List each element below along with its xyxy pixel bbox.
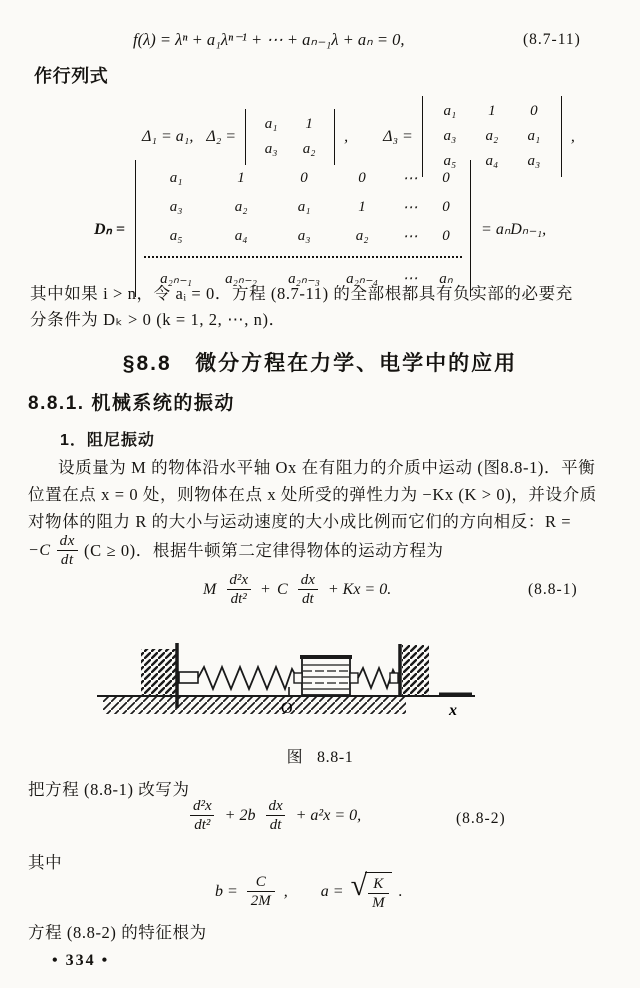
square-root: [350, 869, 392, 912]
x-axis-label: x: [449, 702, 457, 719]
paragraph-line-4-text: (C ≥ 0)．根据牛顿第二定律得物体的运动方程为: [84, 540, 444, 560]
matrix-cell: a₁: [264, 115, 278, 132]
comma-separator: ,: [283, 882, 288, 900]
fraction-denominator: dt: [298, 589, 318, 608]
delta-1: Δ₁ = a₁,: [142, 127, 194, 145]
inline-fraction-dx-dt: [56, 533, 79, 569]
matrix-cell: 0: [442, 170, 450, 186]
equation-tail: + Kx = 0.: [327, 580, 392, 598]
left-connector: [179, 672, 198, 683]
fraction-denominator: dt²: [190, 815, 214, 834]
spring-mass-figure: [95, 638, 495, 742]
right-connector: [390, 673, 398, 683]
fraction-denominator: 2M: [247, 891, 275, 910]
roots-intro-text: 方程 (8.8-2) 的特征根为: [28, 923, 207, 942]
plus-operator: +: [260, 580, 271, 598]
mass-symbol: M: [203, 580, 217, 598]
a-definition-lhs: a =: [320, 882, 344, 900]
matrix-cell: a₄: [234, 228, 248, 244]
fraction-denominator: dt: [266, 815, 286, 834]
matrix-cell: ⋯: [402, 229, 418, 245]
matrix-cell: 1: [488, 103, 496, 119]
matrix-ellipsis-row: [144, 256, 462, 258]
origin-label: O: [281, 700, 293, 717]
radicand: [365, 872, 392, 912]
among-text: 其中: [28, 853, 63, 872]
rewrite-text: 把方程 (8.8-1) 改写为: [28, 780, 190, 799]
matrix-cell: a₂ₙ₋₁: [160, 271, 192, 287]
damping-symbol: C: [277, 580, 288, 598]
matrix-cell: 1: [358, 199, 366, 215]
section-title: 微分方程在力学、电学中的应用: [195, 352, 518, 375]
matrix-cell: a₂ₙ₋₂: [225, 271, 257, 287]
section-number: §8.8: [122, 352, 172, 375]
matrix-cell: 1: [237, 170, 245, 186]
matrix-cell: a₁: [297, 199, 311, 215]
equation-middle: + 2b: [224, 806, 256, 824]
matrix-cell: a₃: [443, 128, 457, 144]
page-number: • 334 •: [52, 952, 110, 969]
delta-3-comma: ,: [570, 127, 575, 145]
fraction-numerator: dx: [300, 572, 315, 588]
paragraph-line-4: [28, 533, 444, 569]
matrix-cell: 0: [442, 199, 450, 215]
delta-2-comma: ,: [344, 127, 349, 145]
characteristic-equation: f(λ) = λⁿ + a₁λⁿ⁻¹ + ⋯ + aₙ₋₁λ + aₙ = 0,: [133, 30, 405, 49]
fraction-numerator: d²x: [229, 572, 248, 588]
equation-of-motion: [203, 572, 391, 608]
fraction-numerator: dx: [268, 798, 283, 814]
matrix-cell: a₁: [443, 103, 457, 119]
note-line-1: 其中如果 i > n，令 aᵢ = 0．方程 (8.7-11) 的全部根都具有负实部的必要充: [30, 284, 573, 303]
paragraph-line-1: 设质量为 M 的物体沿水平轴 Ox 在有阻力的介质中运动 (图8.8-1)．平衡: [58, 458, 596, 477]
matrix-cell: a₅: [169, 228, 183, 244]
matrix-cell: 0: [300, 170, 308, 186]
matrix-cell: a₂ₙ₋₄: [346, 271, 378, 287]
dn-determinant-row: [94, 160, 546, 297]
right-wall-hatch: [402, 645, 429, 695]
note-line-2: 分条件为 Dₖ > 0 (k = 1, 2, ⋯, n)．: [30, 310, 286, 329]
fraction-numerator: d²x: [193, 798, 212, 814]
matrix-cell: a₁: [527, 128, 541, 144]
fraction-numerator: C: [255, 874, 266, 890]
left-wall-hatch: [141, 649, 176, 697]
fraction-numerator: K: [373, 876, 384, 892]
dn-determinant: [135, 160, 471, 297]
figure-caption: 图 8.8-1: [286, 749, 354, 766]
matrix-cell: ⋯: [402, 171, 418, 187]
matrix-cell: a₃: [169, 199, 183, 215]
matrix-cell: a₅: [443, 153, 457, 169]
section-heading: [0, 347, 640, 377]
b-definition-lhs: b =: [215, 882, 238, 900]
fraction-d2x-dt2: [225, 572, 252, 608]
matrix-cell: a₃: [527, 153, 541, 169]
rewritten-equation: [187, 798, 361, 834]
period: .: [398, 882, 403, 900]
delta-2-label: Δ₂ =: [206, 127, 237, 145]
matrix-cell: 0: [530, 103, 538, 119]
delta-3-label: Δ₃ =: [383, 127, 413, 145]
matrix-cell: 0: [442, 228, 450, 244]
paragraph-line-3: 对物体的阻力 R 的大小与运动速度的大小成比例而它们的方向相反：R =: [28, 512, 572, 531]
ground-hatch: [103, 697, 406, 714]
matrix-cell: a₃: [264, 140, 278, 157]
fraction-c-2m: [247, 874, 275, 910]
fraction-denominator: dt²: [227, 589, 251, 608]
matrix-cell: a₂: [234, 199, 248, 215]
fraction-d2x-dt2: [189, 798, 216, 834]
fraction-k-m: [368, 876, 389, 912]
paragraph-line-2: 位置在点 x = 0 处，则物体在点 x 处所受的弹性力为 −Kx (K > 0)，并设介质: [28, 485, 597, 504]
resistance-coefficient: −C: [28, 541, 51, 559]
matrix-cell: ⋯: [402, 200, 418, 216]
item-heading: 1．阻尼振动: [60, 432, 155, 449]
block-left-nub: [294, 673, 302, 683]
heading-gap: [172, 352, 196, 375]
subsection-heading: 8.8.1. 机械系统的振动: [28, 393, 235, 414]
matrix-cell: a₂ₙ₋₃: [288, 271, 320, 287]
matrix-cell: a₄: [485, 153, 499, 169]
constants-definition: [215, 869, 403, 912]
delta-2-determinant: [245, 109, 335, 165]
radical-sign: √: [350, 869, 368, 902]
dn-label: Dₙ =: [94, 220, 126, 238]
block-right-nub: [350, 673, 358, 683]
matrix-cell: aₙ: [439, 271, 453, 287]
left-spring: [198, 667, 297, 689]
fraction-numerator: dx: [59, 533, 76, 549]
dn-result: = aₙDₙ₋₁,: [481, 220, 547, 238]
equation-tag-8-8-1: (8.8-1): [528, 581, 578, 598]
matrix-cell: ⋯: [402, 271, 418, 287]
fraction-denominator: dt: [57, 550, 78, 569]
matrix-cell: a₂: [355, 228, 369, 244]
matrix-cell: a₂: [302, 140, 316, 157]
fraction-dx-dt: [297, 572, 319, 608]
fraction-dx-dt: [264, 798, 286, 834]
equation-tag-8-7-11: (8.7-11): [523, 31, 581, 48]
make-determinants-text: 作行列式: [34, 66, 109, 86]
fraction-denominator: M: [368, 893, 389, 912]
matrix-cell: 1: [305, 115, 313, 132]
matrix-cell: a₃: [297, 228, 311, 244]
equation-tag-8-8-2: (8.8-2): [456, 810, 506, 827]
equation-tail: + a²x = 0,: [295, 806, 362, 824]
matrix-cell: 0: [358, 170, 366, 186]
matrix-cell: a₂: [485, 128, 499, 144]
matrix-cell: a₁: [169, 170, 183, 186]
